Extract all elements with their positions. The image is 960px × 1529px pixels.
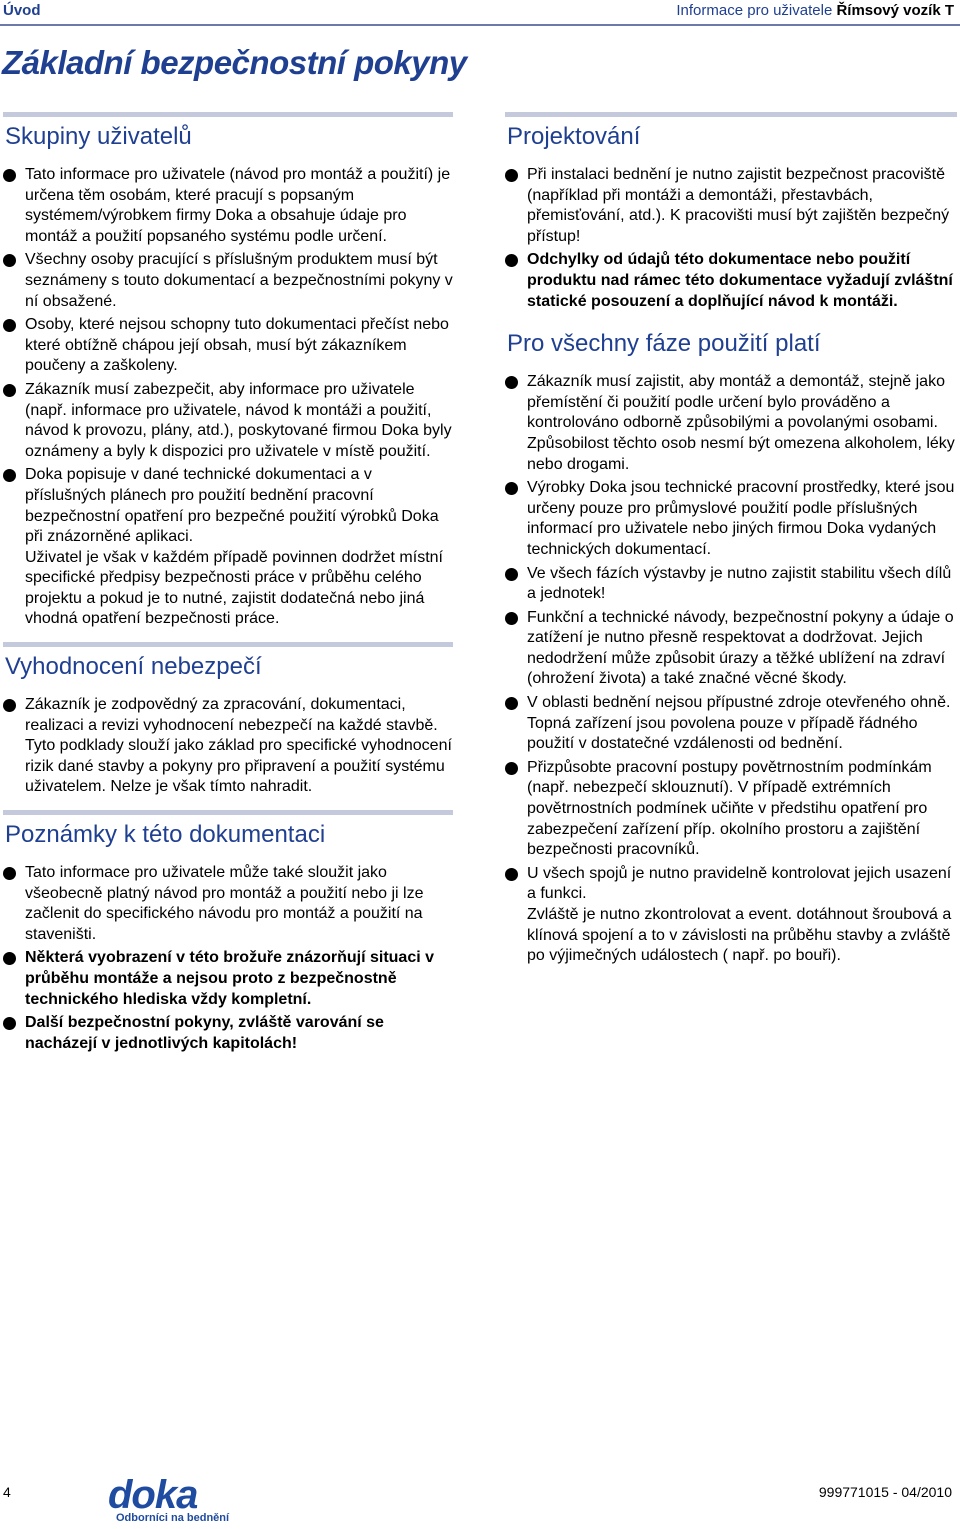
bullet-icon [3,384,16,397]
bullet-text: Při instalaci bednění je nutno zajistit bezpečnost pracoviště (například při montáži a demontáži, přestavbách, přemisťování, atd.). K pracovišti musí být zajištěn bezpečný přístup! [527,166,950,245]
bullet-icon [3,319,16,332]
section-planning [505,112,957,312]
page-header [0,0,960,24]
bullet-text: Zákazník musí zajistit, aby montáž a demontáž, stejně jako přemístění či použití podle určení bylo prováděno a kontrolováno odborně způsobilými a povolanými osobami. [527,373,945,432]
section-title: Skupiny uživatelů [5,123,192,150]
bullet-icon [505,568,518,581]
bullet-text: Tato informace pro uživatele (návod pro montáž a použití) je určena těm osobám, které pracují s popsaným systémem/výrobkem firmy Doka a obsahuje údaje pro montáž a použití popsaného systému podle určení. [25,166,451,245]
section-bar [3,642,453,647]
document-code: 999771015 - 04/2010 [818,1484,952,1500]
product-name: Římsový vozík T [836,2,954,19]
section-title: Vyhodnocení nebezpečí [5,653,262,681]
bullet-icon [505,762,518,775]
bullet-item [3,250,453,312]
section-bar [505,112,957,117]
bullet-icon [3,469,16,482]
section-document-notes [3,810,453,1054]
bullet-item [505,250,957,312]
document-title [676,2,954,19]
bullet-text: Další bezpečnostní pokyny, zvláště varování se nacházejí v jednotlivých kapitolách! [25,1014,384,1052]
bullet-item [3,1013,453,1054]
bullet-text: Osoby, které nejsou schopny tuto dokumentaci přečíst nebo které obtížně chápou její obsah, musí být zákazníkem poučeny a zaškoleny. [25,316,449,375]
header-rule [0,24,960,26]
bullet-text: Přizpůsobte pracovní postupy povětrnostním podmínkám (např. nebezpečí sklouznutí). V případě extrémních povětrnostních podmínek učiňte v předstihu opatření pro zabezpečení zařízení příp. okolního prostoru a zajištění bezpečnosti pracovníků. [527,758,932,859]
bullet-icon [3,699,16,712]
bullet-text-continued: Způsobilost těchto osob nesmí být omezena alkoholem, léky nebo drogami. [527,434,955,473]
bullet-item [3,380,453,462]
section-bar [3,810,453,815]
section-user-groups [3,112,453,630]
page-number: 4 [3,1484,11,1500]
left-column [3,112,453,1066]
logo-wordmark: doka [108,1473,198,1517]
bullet-text: Některá vyobrazení v této brožuře znázorňují situaci v průběhu montáže a nejsou proto z bezpečnostně technického hlediska vždy kompletní. [25,949,434,1008]
bullet-item [3,695,453,798]
bullet-text: Funkční a technické návody, bezpečnostní pokyny a údaje o zatížení je nutno přesně respektovat a dodržovat. Jejich nedodržení může způsobit úrazy a těžké ublížení na zdraví (ohrožení života) a také značné věcné škody. [527,608,954,688]
bullet-icon [505,482,518,495]
bullet-item [3,948,453,1010]
bullet-text: Ve všech fázích výstavby je nutno zajistit stabilitu všech dílů a jednotek! [527,564,952,603]
bullet-item [3,315,453,377]
document-title-prefix: Informace pro uživatele [676,2,837,19]
bullet-item [505,864,957,967]
bullet-icon [505,376,518,389]
bullet-item [505,693,957,755]
right-column [505,112,957,979]
bullet-text: Zákazník musí zabezpečit, aby informace pro uživatele (např. informace pro uživatele, návod k montáži a použití, návod k provozu, plány, atd.), poskytované firmou Doka byly oznámeny a byly k dispozici pro uživatele v místě použití. [25,380,452,460]
bullet-icon [505,612,518,625]
page-title: Základní bezpečnostní pokyny [2,44,467,81]
bullet-icon [505,868,518,881]
section-title: Poznámky k této dokumentaci [5,821,326,849]
bullet-text-continued: Uživatel je však v každém případě povinnen dodržet místní specifické předpisy bezpečnosti práce v průběhu celého projektu a pokud je to nutné, zajistit dodatečná nebo jiná vhodná opatření bezpečnosti práce. [25,548,443,628]
bullet-text: Tato informace pro uživatele může také sloužit jako všeobecně platný návod pro montáž a použití nebo ji lze začlenit do specifického návodu pro montáž a použití na staveništi. [25,864,424,943]
bullet-text: V oblasti bednění nejsou přípustné zdroje otevřeného ohně. Topná zařízení jsou povolena pouze v případě řádného použití v dostatečné vzdálenosti od bednění. [527,694,951,753]
bullet-text-continued: Tyto podklady slouží jako základ pro specifické vyhodnocení rizik dané stavby a pokyny pro připravení a použití systému uživatelem. Nelze je však tímto nahradit. [25,737,452,796]
bullet-text: U všech spojů je nutno pravidelně kontrolovat jejich usazení a funkci. [527,864,952,903]
bullet-text: Odchylky od údajů této dokumentace nebo použití produktu nad rámec této dokumentace vyžadují zvláštní statické posouzení a doplňující návod k montáži. [527,251,953,310]
bullet-icon [3,867,16,880]
bullet-text-continued: Zvláště je nutno zkontrolovat a event. dotáhnout šroubová a klínová spojení a to v závislosti na průběhu stavby a zvláště po výjimečných událostech ( např. po bouři). [527,906,952,965]
bullet-item [505,478,957,560]
bullet-text: Zákazník je zodpovědný za zpracování, dokumentaci, realizaci a revizi vyhodnocení nebezpečí na každé stavbě. [25,696,438,734]
section-bar [3,112,453,117]
bullet-text: Výrobky Doka jsou technické pracovní prostředky, které jsou určeny pouze pro průmyslové použití podle příslušných informací pro uživatele nebo jiných firmou Doka vydaných technických dokumentací. [527,479,955,558]
bullet-icon [505,254,518,267]
bullet-item [505,608,957,690]
bullet-text: Doka popisuje v dané technické dokumentaci a v příslušných plánech pro použití bednění pracovní bezpečnostní opatření pro bezpečné použití výrobků Doka při znázorněné aplikaci. [25,466,439,546]
section-title: Projektování [507,123,641,150]
bullet-item [3,165,453,247]
bullet-item [505,165,957,247]
section-title: Pro všechny fáze použití platí [507,330,821,358]
section-all-phases [505,330,957,967]
logo-tagline: Odborníci na bednění [116,1512,230,1524]
doka-logo [108,1473,258,1528]
bullet-icon [3,1017,16,1030]
bullet-item [505,758,957,861]
chapter-label: Úvod [3,2,41,19]
bullet-icon [3,254,16,267]
bullet-text: Všechny osoby pracující s příslušným produktem musí být seznámeny s touto dokumentací a bezpečnostními pokyny v ní obsažené. [25,251,453,310]
bullet-icon [3,952,16,965]
bullet-item [505,372,957,475]
bullet-item [3,465,453,630]
bullet-icon [3,169,16,182]
bullet-item [3,863,453,945]
section-hazard-assessment [3,642,453,798]
bullet-icon [505,697,518,710]
bullet-item [505,564,957,605]
bullet-icon [505,169,518,182]
